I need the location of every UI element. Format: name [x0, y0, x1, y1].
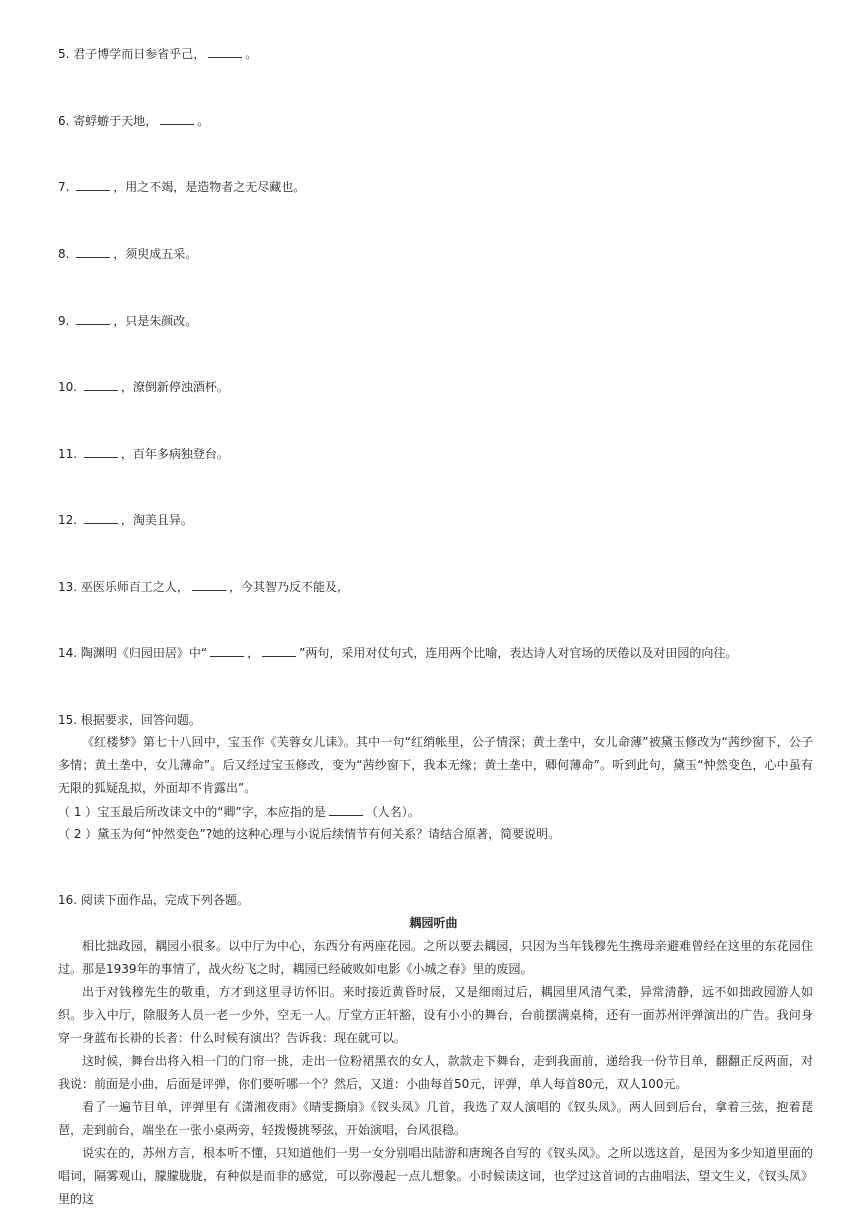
- question-8: [58, 245, 197, 263]
- answer-blank[interactable]: [76, 313, 110, 325]
- subquestion-text: （ 1 ）宝玉最后所改诔文中的“卿”字，本应指的是: [58, 805, 326, 819]
- question-text: 陶渊明《归园田居》中“: [80, 646, 208, 660]
- question-number: 11.: [58, 447, 78, 461]
- answer-blank[interactable]: [208, 46, 242, 58]
- question-10: [58, 378, 229, 396]
- question-text: ”两句，采用对仗句式，连用两个比喻，表达诗人对官场的厌倦以及对田园的向往。: [299, 646, 738, 660]
- answer-blank[interactable]: [192, 579, 226, 591]
- article-paragraph-3: 这时候，舞台出将入相一门的门帘一挑，走出一位粉裙黑衣的女人，款款走下舞台，走到我面前，递给我一份节目单，翻翻正反两面，对我说：前面是小曲，后面是评弹，你们要听哪一个？然后，又道：小曲每首50元，评弹，单人每首80元，双人100元。: [58, 1054, 813, 1091]
- article-paragraph-1: 相比拙政园，耦园小很多。以中厅为中心，东西分有两座花园。之所以要去耦园，只因为当年钱穆先生携母亲避难曾经在这里的东花园住过。那是1939年的事情了，战火纷飞之时，耦园已经破败如电影《小城之春》里的废园。: [58, 939, 813, 976]
- question-text: ，须臾成五采。: [113, 247, 198, 261]
- question-text: 寄蜉蝣于天地，: [73, 114, 158, 128]
- question-12: [58, 511, 193, 529]
- question-text: ，: [247, 646, 260, 660]
- question-13: [58, 578, 349, 596]
- question-15-subquestion-2: （ 2 ）黛玉为何“忡然变色”?她的这种心理与小说后续情节有何关系？请结合原著，简要说明。: [58, 827, 561, 841]
- question-number: 14.: [58, 646, 78, 660]
- article-paragraph-5: 说实在的，苏州方言，根本听不懂，只知道他们一男一女分别唱出陆游和唐琬各自写的《钗头凤》。之所以选这首，是因为多少知道里面的唱词，隔雾观山，朦朦胧胧，有种似是而非的感觉，可以弥漫起一点儿想象。小时候读这词，也学过这首词的古曲唱法，望文生义，《钗头凤》里的这: [58, 1146, 813, 1206]
- article-title: 耦园听曲: [409, 916, 458, 930]
- subquestion-text: （人名）。: [365, 805, 420, 819]
- question-11: [58, 445, 229, 463]
- question-text: ，用之不竭，是造物者之无尽藏也。: [113, 180, 306, 194]
- answer-blank[interactable]: [76, 246, 110, 258]
- answer-blank[interactable]: [262, 645, 296, 657]
- answer-blank[interactable]: [210, 645, 244, 657]
- article-paragraph-4: 看了一遍节目单，评弹里有《潇湘夜雨》《晴雯撕扇》《钗头凤》几首，我选了双人演唱的《钗头凤》。两人回到后台，拿着三弦，抱着琵琶，走到前台，端坐在一张小桌两旁，轻拨慢挑琴弦，开始演唱，台风很稳。: [58, 1100, 813, 1137]
- question-5: [58, 45, 257, 63]
- question-15-passage: 《红楼梦》第七十八回中，宝玉作《芙蓉女儿诔》。其中一句“红绡帐里，公子情深；黄土垄中，女儿命薄”被黛玉修改为“茜纱窗下，公子多情；黄土垄中，女儿薄命”。后又经过宝玉修改，变为“茜纱窗下，我本无缘；黄土垄中，卿何薄命”。听到此句，黛玉“忡然变色，心中虽有无限的狐疑乱拟，外面却不肯露出”。: [58, 735, 813, 795]
- question-text: 。: [245, 47, 258, 61]
- question-number: 6.: [58, 114, 70, 128]
- answer-blank[interactable]: [84, 379, 118, 391]
- question-number: 9.: [58, 314, 70, 328]
- question-number: 10.: [58, 380, 78, 394]
- question-16-heading: 16. 阅读下面作品，完成下列各题。: [58, 893, 249, 907]
- question-text: ，今其智乃反不能及，: [228, 580, 349, 594]
- question-text: ，百年多病独登台。: [120, 447, 229, 461]
- article-paragraph-2: 出于对钱穆先生的敬重，方才到这里寻访怀旧。来时接近黄昏时辰，又是细雨过后，耦园里风清气柔，异常清静，远不如拙政园游人如织。步入中厅，除服务人员一老一少外，空无一人。厅堂方正轩豁，设有小小的舞台，台前摆满桌椅，还有一面苏州评弹演出的广告。我问身穿一身蓝布长褂的长者：什么时候有演出？告诉我：现在就可以。: [58, 985, 813, 1045]
- question-number: 5.: [58, 47, 70, 61]
- answer-blank[interactable]: [76, 179, 110, 191]
- question-text: ，只是朱颜改。: [113, 314, 198, 328]
- question-text: ，淘美且异。: [120, 513, 193, 527]
- question-number: 8.: [58, 247, 70, 261]
- question-15-subquestion-1: [58, 803, 420, 821]
- question-14: [58, 644, 737, 662]
- question-text: 。: [197, 114, 210, 128]
- question-text: ，潦倒新停浊酒杯。: [120, 380, 229, 394]
- question-6: [58, 112, 209, 130]
- question-text: 君子博学而日参省乎己，: [73, 47, 206, 61]
- answer-blank[interactable]: [84, 446, 118, 458]
- question-number: 13.: [58, 580, 78, 594]
- question-9: [58, 312, 197, 330]
- question-text: 巫医乐师百工之人，: [80, 580, 189, 594]
- answer-blank[interactable]: [329, 804, 363, 816]
- question-15-heading: 15. 根据要求，回答问题。: [58, 713, 201, 727]
- question-7: [58, 178, 305, 196]
- question-number: 12.: [58, 513, 78, 527]
- question-number: 7.: [58, 180, 70, 194]
- answer-blank[interactable]: [84, 512, 118, 524]
- answer-blank[interactable]: [160, 113, 194, 125]
